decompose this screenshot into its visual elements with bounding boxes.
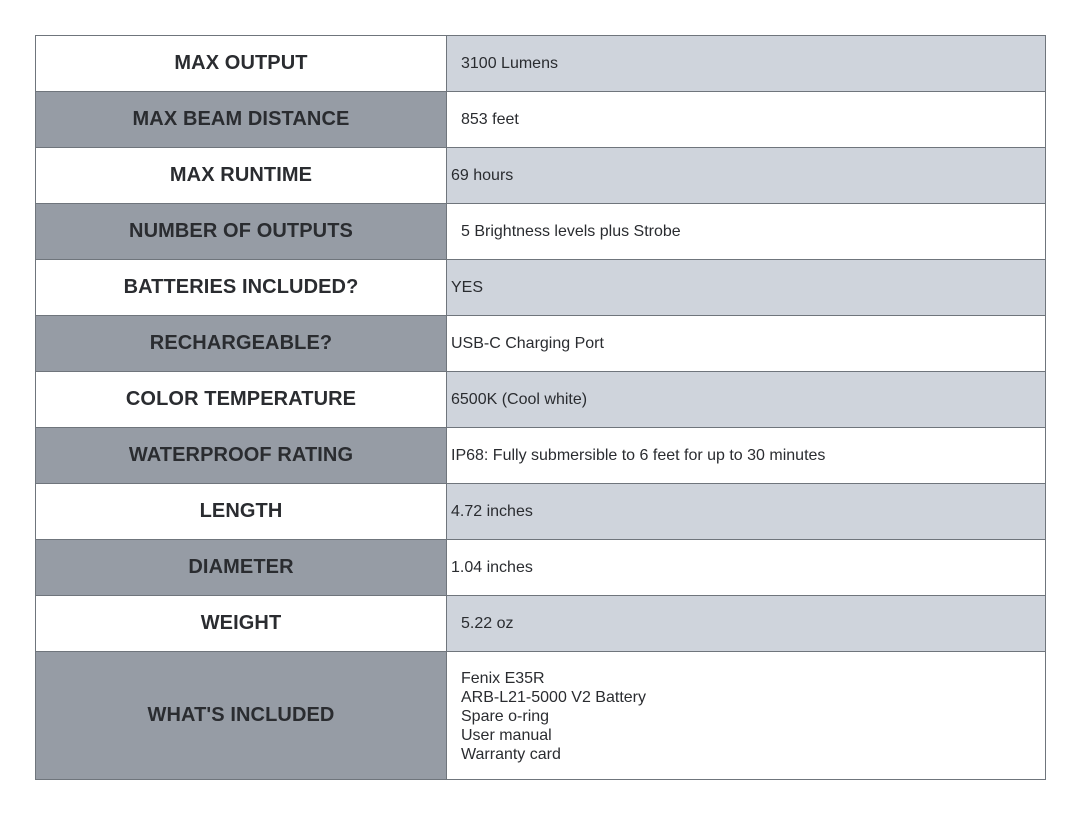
spec-label: MAX RUNTIME: [36, 148, 447, 204]
spec-value: 4.72 inches: [447, 484, 1046, 540]
spec-value: 5 Brightness levels plus Strobe: [447, 204, 1046, 260]
spec-value: YES: [447, 260, 1046, 316]
spec-label: LENGTH: [36, 484, 447, 540]
spec-label: WEIGHT: [36, 596, 447, 652]
included-item: ARB-L21-5000 V2 Battery: [461, 689, 646, 706]
table-row: [36, 316, 1046, 372]
table-row: [36, 36, 1046, 92]
table-row: [36, 540, 1046, 596]
table-row: [36, 428, 1046, 484]
spec-value: USB-C Charging Port: [447, 316, 1046, 372]
spec-label: RECHARGEABLE?: [36, 316, 447, 372]
spec-label: MAX OUTPUT: [36, 36, 447, 92]
included-list: [461, 667, 1045, 764]
spec-label: NUMBER OF OUTPUTS: [36, 204, 447, 260]
spec-label: WATERPROOF RATING: [36, 428, 447, 484]
table-row-included: [36, 652, 1046, 780]
table-row: [36, 260, 1046, 316]
spec-value: 3100 Lumens: [447, 36, 1046, 92]
included-cell: [447, 652, 1046, 780]
spec-label: DIAMETER: [36, 540, 447, 596]
spec-label: COLOR TEMPERATURE: [36, 372, 447, 428]
spec-value: 6500K (Cool white): [447, 372, 1046, 428]
included-item: Fenix E35R: [461, 670, 545, 687]
spec-value: 853 feet: [447, 92, 1046, 148]
spec-value: IP68: Fully submersible to 6 feet for up to 30 minutes: [447, 428, 1046, 484]
spec-value: 1.04 inches: [447, 540, 1046, 596]
spec-value: 69 hours: [447, 148, 1046, 204]
spec-label: BATTERIES INCLUDED?: [36, 260, 447, 316]
spec-value: 5.22 oz: [447, 596, 1046, 652]
included-item: User manual: [461, 727, 552, 744]
table-row: [36, 596, 1046, 652]
table-row: [36, 204, 1046, 260]
included-item: Warranty card: [461, 746, 561, 763]
table-row: [36, 92, 1046, 148]
table-row: [36, 372, 1046, 428]
included-item: Spare o-ring: [461, 708, 550, 725]
table-row: [36, 148, 1046, 204]
spec-table: [35, 35, 1046, 780]
spec-label: MAX BEAM DISTANCE: [36, 92, 447, 148]
table-row: [36, 484, 1046, 540]
included-label: WHAT'S INCLUDED: [36, 652, 447, 780]
